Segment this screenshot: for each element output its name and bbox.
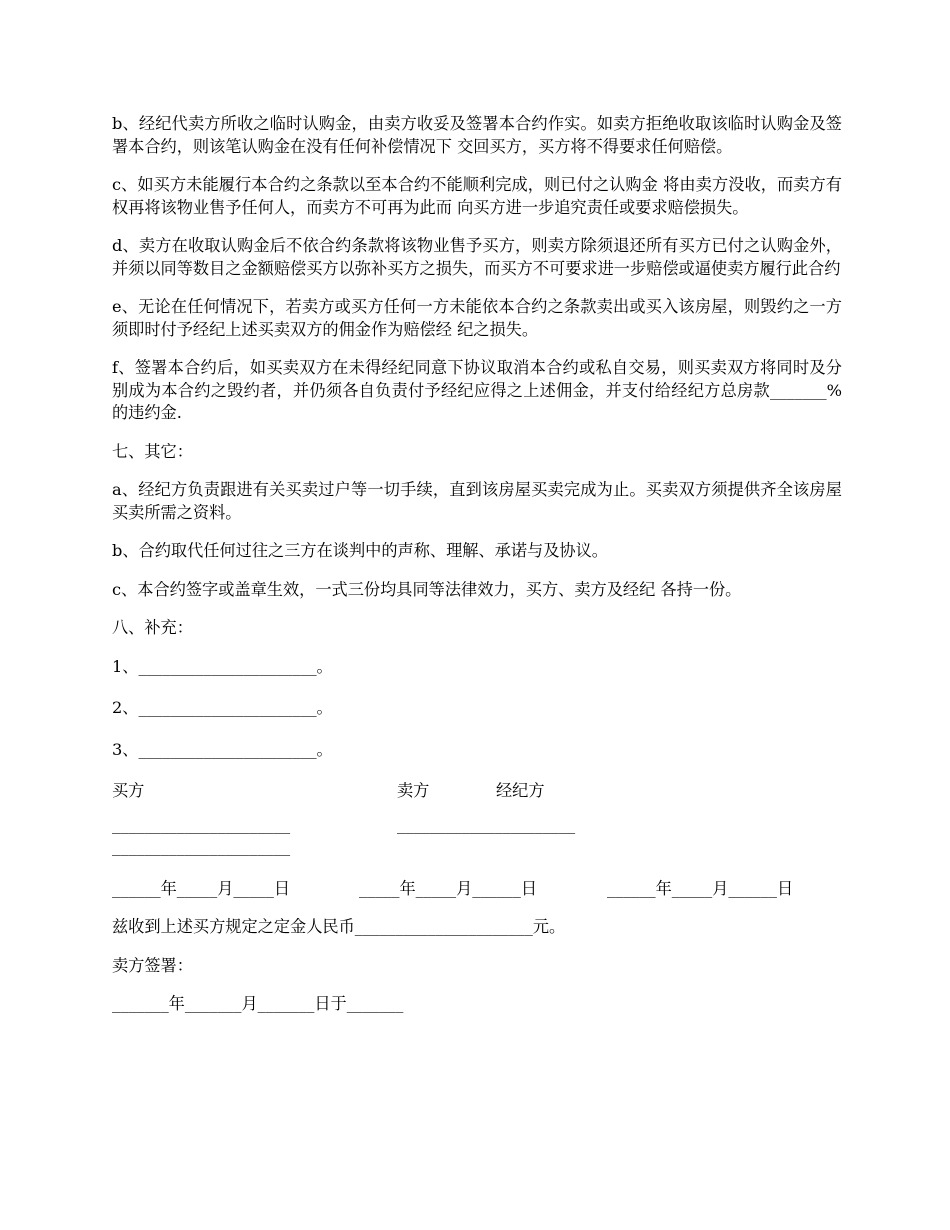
deposit-receipt: 兹收到上述买方规定之定金人民币______________________元。 [112, 917, 566, 936]
buyer-label: 买方 [112, 781, 145, 800]
buyer-signature-line[interactable]: ______________________ [112, 815, 291, 834]
clause-e-breach-commission: e、无论在任何情况下，若卖方或买方任何一方未能依本合约之条款卖出或买入该房屋，则毁约之一方须即时付予经纪上述买卖双方的佣金作为赔偿经 纪之损失。 [112, 297, 842, 339]
buyer-signature-line-2[interactable]: ______________________ [112, 837, 291, 856]
signature-lines [112, 814, 842, 874]
supplement-item-1[interactable]: 1、______________________。 [112, 656, 333, 676]
supplement-item-2[interactable]: 2、______________________。 [112, 698, 333, 717]
seller-label: 卖方 [397, 781, 430, 800]
signature-labels [112, 780, 842, 804]
supplement-item-3[interactable]: 3、______________________。 [112, 739, 333, 759]
seller-sign-label: 卖方签署： [112, 955, 193, 975]
agent-label: 经纪方 [496, 781, 545, 800]
agent-date[interactable]: ______年_____月______日 [607, 879, 794, 898]
section-7-item-c: c、本合约签字或盖章生效，一式三份均具同等法律效力，买方、卖方及经纪 各持一份。 [112, 579, 742, 599]
final-date-line[interactable]: _______年_______月_______日于_______ [112, 994, 404, 1013]
clause-d-seller-default: d、卖方在收取认购金后不依合约条款将该物业售予买方，则卖方除须退还所有买方已付之认购金外，并须以同等数目之金额赔偿买方以弥补买方之损失，而买方不可要求进一步赔偿或逼使卖方履行此合约 [112, 236, 842, 278]
clause-f-private-trade: f、签署本合约后，如买卖双方在未得经纪同意下协议取消本合约或私自交易，则买卖双方将同时及分别成为本合约之毁约者，并仍须各自负责付予经纪应得之上述佣金，并支付给经纪方总房款_______%的违约金. [112, 358, 842, 422]
seller-date[interactable]: _____年_____月______日 [359, 879, 538, 898]
clause-b-deposit: b、经纪代卖方所收之临时认购金，由卖方收妥及签署本合约作实。如卖方拒绝收取该临时认购金及签署本合约，则该笔认购金在没有任何补偿情况下 交回买方，买方将不得要求任何赔偿。 [112, 114, 842, 156]
signature-dates [112, 878, 842, 902]
section-8-heading: 八、补充： [112, 618, 193, 637]
seller-signature-line[interactable]: ______________________ [397, 815, 576, 834]
buyer-date[interactable]: ______年_____月_____日 [112, 879, 291, 898]
section-7-item-b: b、合约取代任何过往之三方在谈判中的声称、理解、承诺与及协议。 [112, 541, 608, 560]
contract-page [112, 113, 842, 1032]
clause-c-buyer-default: c、如买方未能履行本合约之条款以至本合约不能顺利完成，则已付之认购金 将由卖方没收，而卖方有权再将该物业售予任何人，而卖方不可再为此而 向买方进一步追究责任或要求赔偿损失。 [112, 175, 842, 217]
section-7-heading: 七、其它： [112, 441, 193, 461]
section-7-item-a: a、经纪方负责跟进有关买卖过户等一切手续，直到该房屋买卖完成为止。买卖双方须提供齐全该房屋买卖所需之资料。 [112, 480, 842, 522]
